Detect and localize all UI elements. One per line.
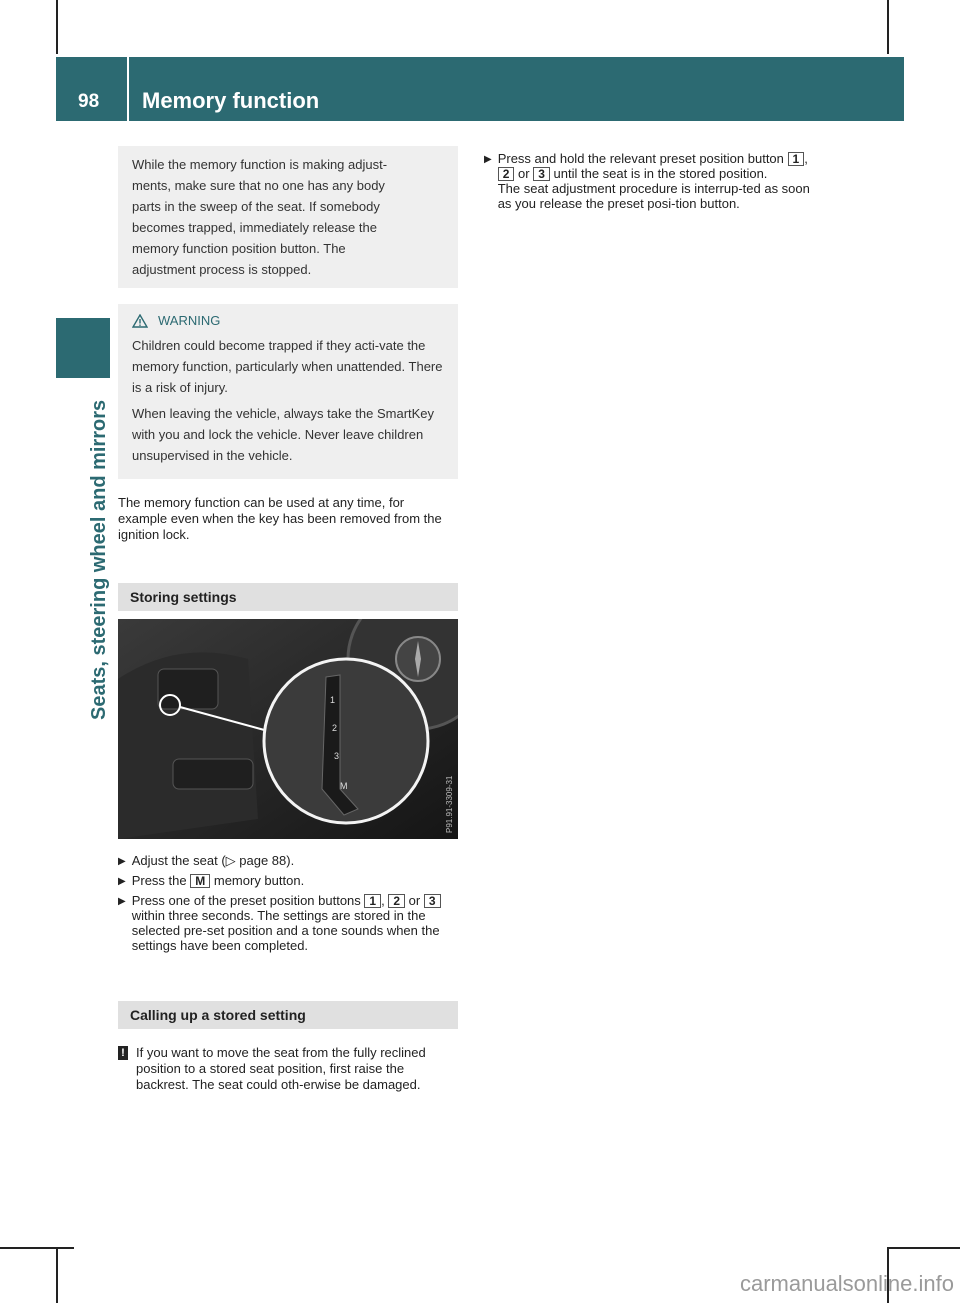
door-panel-illustration	[118, 619, 458, 839]
step-text	[132, 873, 305, 889]
preset-key-1: 1	[364, 894, 381, 908]
section-heading-storing: Storing settings	[118, 583, 458, 611]
step-text-part: Press and hold the relevant preset position button	[497, 151, 784, 166]
warning-label: WARNING	[158, 313, 221, 328]
step-text-part: memory button.	[213, 873, 305, 888]
crop-mark	[56, 0, 58, 54]
step-text	[498, 151, 814, 211]
step-item	[484, 151, 814, 211]
footer-watermark: carmanualsonline.info	[739, 1271, 954, 1296]
warning-triangle-icon	[132, 314, 148, 328]
right-column	[484, 151, 814, 215]
step-text-part: Press the	[131, 873, 187, 888]
safety-note-box	[118, 146, 458, 288]
preset-key-2: 2	[498, 167, 515, 181]
preset-key-3: 3	[424, 894, 441, 908]
calling-note	[118, 1045, 458, 1093]
page-number: 98	[78, 91, 100, 112]
note-line: becomes trapped, immediately release the	[132, 220, 377, 235]
step-item	[118, 853, 458, 869]
left-column	[118, 146, 458, 1093]
warning-box	[118, 304, 458, 479]
page-header	[56, 57, 904, 121]
step-item	[118, 893, 458, 953]
step-text	[132, 893, 458, 953]
exclamation-icon: !	[118, 1046, 128, 1060]
header-divider	[127, 57, 129, 121]
calling-note-text: If you want to move the seat from the fully reclined position to a stored seat position, first raise the backrest. The seat could oth-erwise be damaged.	[136, 1045, 426, 1092]
step-arrow-icon: ▶	[118, 876, 126, 887]
crop-mark	[56, 1248, 58, 1303]
step-item	[118, 873, 458, 889]
storing-steps	[118, 853, 458, 953]
calling-steps	[484, 151, 814, 211]
note-line: adjustment process is stopped.	[132, 262, 312, 277]
figure-button-label: 3	[334, 751, 340, 761]
chapter-tab	[56, 318, 110, 378]
preset-key-1: 1	[788, 152, 805, 166]
step-text-part: within three seconds. The settings are stored in the selected pre-set position and a tone sounds when the settings have been completed.	[131, 908, 440, 953]
step-arrow-icon: ▶	[118, 856, 126, 867]
note-line: parts in the sweep of the seat. If somebody	[132, 199, 380, 214]
warning-text: When leaving the vehicle, always take the SmartKey with you and lock the vehicle. Never leave children unsupervised in the vehicle.	[132, 406, 435, 463]
warning-text: Children could become trapped if they acti-vate the memory function, particularly when unattended. There is a risk of injury.	[132, 338, 443, 395]
figure-button-label: 1	[330, 695, 336, 705]
step-text-part: or	[408, 893, 421, 908]
figure-button-label: M	[340, 781, 348, 791]
step-text-part: or	[518, 166, 530, 181]
chapter-label: Seats, steering wheel and mirrors	[88, 399, 110, 720]
step-text-part: The seat adjustment procedure is interrup-ted as soon as you release the preset posi-tion button.	[497, 181, 810, 211]
step-text-part: ,	[804, 151, 808, 166]
step-arrow-icon: ▶	[118, 896, 126, 907]
section-heading-calling: Calling up a stored setting	[118, 1001, 458, 1029]
step-arrow-icon: ▶	[484, 154, 492, 165]
memory-key: M	[190, 874, 210, 888]
page-title: Memory function	[142, 88, 320, 113]
crop-mark	[887, 1247, 960, 1249]
preset-key-3: 3	[533, 167, 550, 181]
warning-heading	[132, 310, 446, 331]
step-text-part: ,	[381, 893, 385, 908]
figure-id: P91.91-3309-31	[445, 775, 454, 833]
note-line: memory function position button. The	[132, 241, 346, 256]
crop-mark	[887, 0, 889, 54]
crop-mark	[0, 1247, 74, 1249]
preset-key-2: 2	[388, 894, 405, 908]
figure-button-label: 2	[332, 723, 338, 733]
note-line: While the memory function is making adjust-	[132, 157, 388, 172]
door-memory-buttons-figure	[118, 619, 458, 839]
step-text-part: Press one of the preset position buttons	[131, 893, 361, 908]
step-text-part: until the seat is in the stored position.	[553, 166, 768, 181]
note-line: ments, make sure that no one has any body	[132, 178, 385, 193]
step-text: Adjust the seat (▷ page 88).	[131, 853, 295, 868]
intro-paragraph: The memory function can be used at any time, for example even when the key has been removed from the ignition lock.	[118, 495, 442, 542]
